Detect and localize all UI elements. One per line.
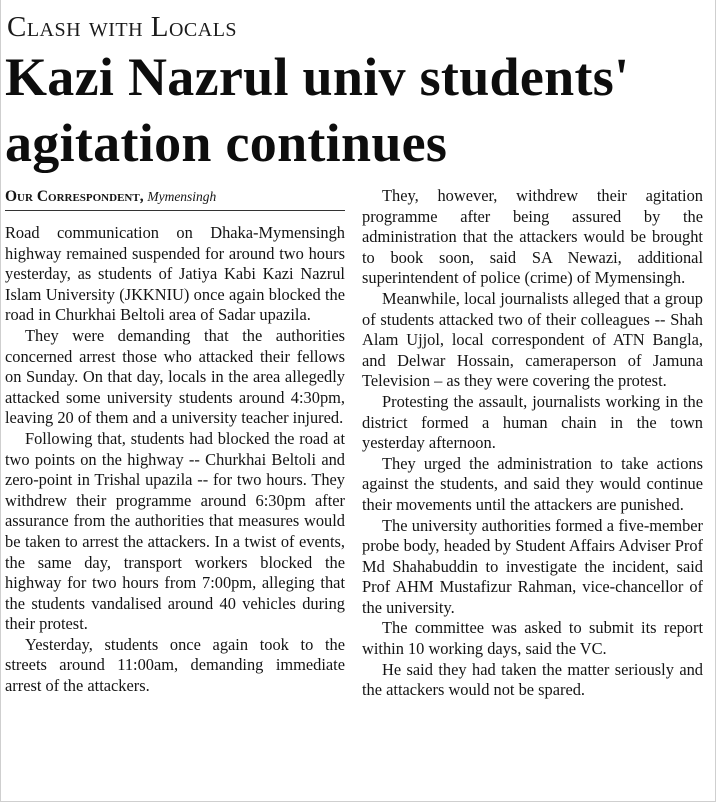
paragraph: The committee was asked to submit its report within 10 working days, said the VC. [362, 618, 703, 659]
byline [5, 186, 345, 208]
paragraph: The university authorities formed a five-member probe body, headed by Student Affairs Adviser Prof Md Shahabuddin to investigate the incident, said Prof AHM Mustafizur Rahman, vice-chancellor of the university. [362, 515, 703, 617]
paragraph: They were demanding that the authorities concerned arrest those who attacked their fellows on Sunday. On that day, locals in the area allegedly attacked some university students around 4:30pm, leaving 20 of them and a university teacher injured. [5, 325, 345, 428]
paragraph: Following that, students had blocked the road at two points on the highway -- Churkhai Beltoli and zero-point in Trishal upazila -- for two hours. They withdrew their programme around 6:30pm after assurance from the authorities that measures would be taken to arrest the attackers. In a twist of events, the same day, transport workers blocked the highway for two hours from 7:00pm, alleging that the students vandalised around 40 vehicles during their protest. [5, 428, 345, 634]
article-headline: Kazi Nazrul univ students' agitation continues [5, 47, 630, 173]
right-column [362, 186, 703, 701]
article-kicker: Clash with Locals [7, 11, 238, 43]
paragraph: He said they had taken the matter seriously and the attackers would not be spared. [362, 659, 703, 700]
byline-location: Mymensingh [147, 189, 217, 204]
byline-name: Our Correspondent, [5, 188, 144, 205]
paragraph: Road communication on Dhaka-Mymensingh highway remained suspended for around two hours yesterday, as students of Jatiya Kabi Kazi Nazrul Islam University (JKKNIU) once again blocked the road in Churkhai Beltoli area of Sadar upazila. [5, 223, 345, 325]
paragraph: Yesterday, students once again took to the streets around 11:00am, demanding immediate arrest of the attackers. [5, 634, 345, 696]
byline-rule [5, 210, 345, 211]
paragraph: Protesting the assault, journalists working in the district formed a human chain in the town yesterday afternoon. [362, 391, 703, 453]
paragraph: They urged the administration to take actions against the students, and said they would continue their movements until the attackers are punished. [362, 453, 703, 514]
paragraph: Meanwhile, local journalists alleged that a group of students attacked two of their colleagues -- Shah Alam Ujjol, local correspondent of ATN Bangla, and Delwar Hossain, cameraperson of Jamuna Television – as they were covering the protest. [362, 288, 703, 391]
paragraph: They, however, withdrew their agitation programme after being assured by the administration that the attackers would be brought to book soon, said SA Newazi, additional superintendent of police (crime) of Mymensingh. [362, 186, 703, 288]
left-column [5, 186, 345, 697]
